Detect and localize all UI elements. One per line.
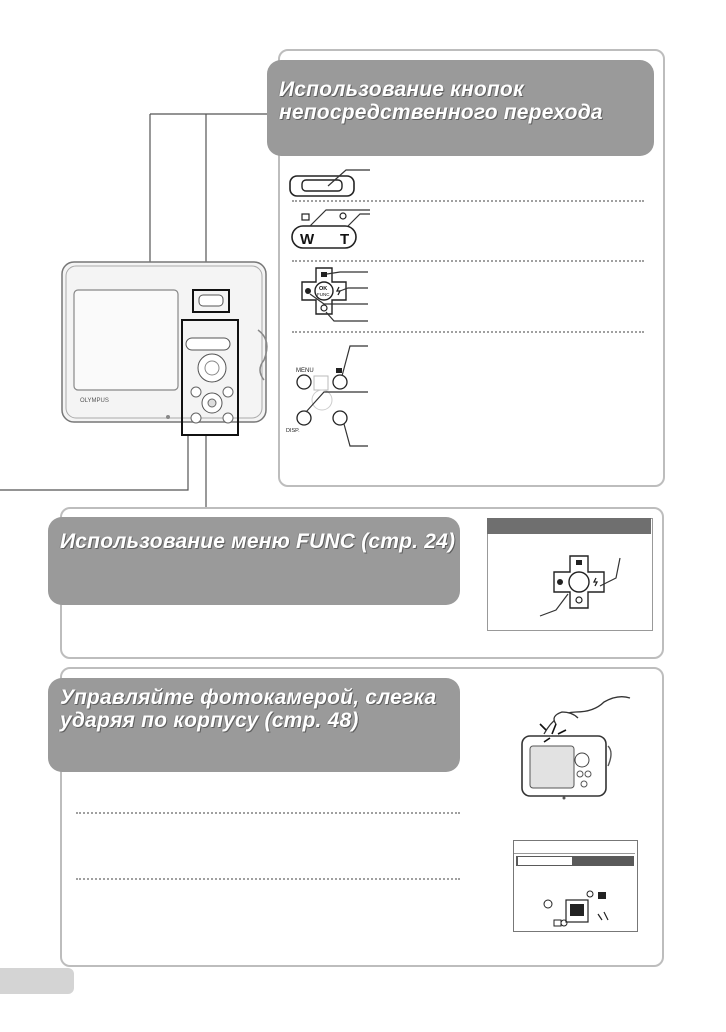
svg-text:W: W [300,231,315,248]
back-buttons-icon [284,336,384,460]
tap-menu-item-left [518,857,572,865]
svg-text:T: T [340,231,350,248]
svg-text:DISP.: DISP. [286,428,300,434]
row-divider [292,200,644,202]
svg-text:OK: OK [319,286,328,292]
func-menu-title: Использование меню FUNC (стр. 24) [60,530,456,553]
tap-camera-illustration [516,694,636,810]
row-divider [76,878,460,880]
func-thumbnail-header [487,518,651,534]
svg-text:MENU: MENU [296,368,314,374]
camera-illustration [0,100,290,520]
row-divider [292,331,644,333]
svg-text:FUNC: FUNC [317,292,330,297]
tap-control-title-line1: Управляйте фотокамерой, слегка [60,686,437,709]
guide-icons [540,888,620,930]
tap-menu-header [514,841,635,854]
zoom-lever-icon [288,206,378,254]
page-number-tab [0,968,74,994]
arrow-pad-icon [284,266,384,328]
shutter-button-icon [288,166,378,200]
direct-buttons-title-line1: Использование кнопок [279,78,524,101]
direct-buttons-title-line2: непосредственного перехода [279,101,603,124]
svg-text:OLYMPUS: OLYMPUS [80,398,109,404]
tap-control-title-line2: ударяя по корпусу (стр. 48) [60,709,359,732]
func-arrow-pad-icon [536,548,636,630]
row-divider [292,260,644,262]
row-divider [76,812,460,814]
connector-line [0,435,188,490]
